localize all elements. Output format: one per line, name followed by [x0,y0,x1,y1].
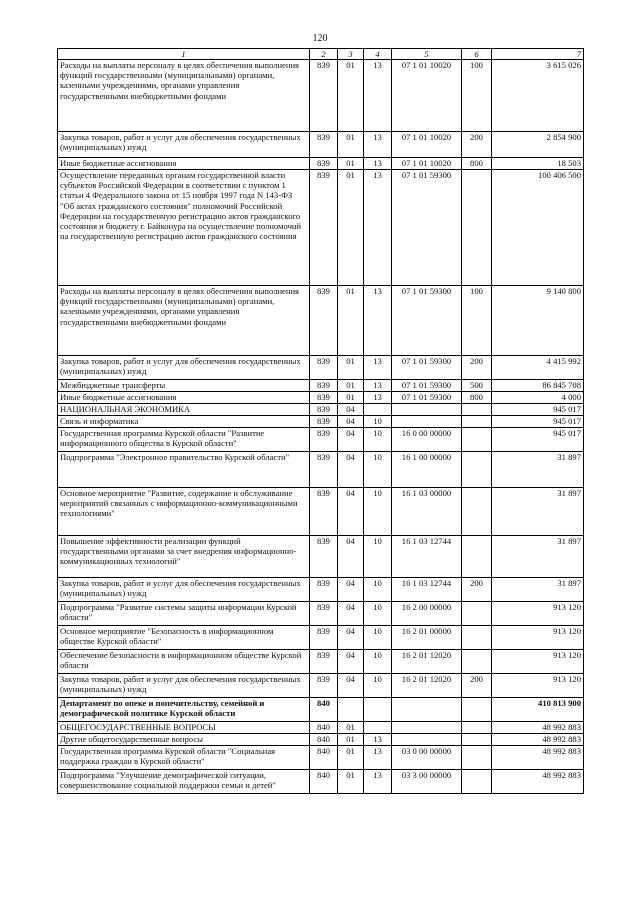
row-code-cell: 03 3 00 00000 [392,770,462,794]
row-name-cell: Иные бюджетные ассигнования [58,392,310,404]
row-name-cell: Обеспечение безопасности в информационном обществе Курской области [58,650,310,674]
row-name-cell: Закупка товаров, работ и услуг для обеспечения государственных (муниципальных) нужд [58,674,310,698]
row-code-cell [462,722,492,734]
row-name-cell: Основное мероприятие "Развитие, содержание и обслуживание мероприятий связанных с информационно-коммуникационными технологиями" [58,488,310,536]
row-code-cell: 840 [310,746,338,770]
row-code-cell: 839 [310,158,338,170]
row-code-cell: 840 [310,770,338,794]
row-code-cell: 01 [338,286,364,356]
row-code-cell: 839 [310,578,338,602]
row-code-cell: 839 [310,170,338,286]
row-code-cell: 840 [310,722,338,734]
row-code-cell: 48 992 883 [492,734,584,746]
table-row [58,626,584,650]
row-name-cell: Подпрограмма "Электронное правительство Курской области" [58,452,310,488]
row-code-cell: 48 992 883 [492,722,584,734]
row-name-cell: Расходы на выплаты персоналу в целях обеспечения выполнения функций государственными (муниципальными) органами, казенными учреждениями, органами управления государственными внебюджетными фондами [58,286,310,356]
table-row [58,722,584,734]
table-row [58,416,584,428]
row-code-cell [392,416,462,428]
row-name-cell: Государственная программа Курской области "Социальная поддержка граждан в Курской области" [58,746,310,770]
row-code-cell: 839 [310,428,338,452]
row-code-cell: 04 [338,488,364,536]
row-name-cell: ОБЩЕГОСУДАРСТВЕННЫЕ ВОПРОСЫ [58,722,310,734]
table-row [58,356,584,380]
table-row [58,746,584,770]
row-code-cell: 07 1 01 59300 [392,356,462,380]
header-cell: 6 [462,49,492,60]
row-code-cell: 01 [338,722,364,734]
row-code-cell [364,404,392,416]
row-code-cell: 9 140 800 [492,286,584,356]
table-row [58,404,584,416]
row-code-cell: 01 [338,132,364,158]
row-code-cell: 839 [310,674,338,698]
row-code-cell: 10 [364,452,392,488]
table-row [58,286,584,356]
row-code-cell: 839 [310,286,338,356]
row-code-cell: 04 [338,674,364,698]
row-code-cell: 03 0 00 00000 [392,746,462,770]
row-code-cell: 04 [338,650,364,674]
row-code-cell: 04 [338,428,364,452]
row-code-cell [462,626,492,650]
row-code-cell: 839 [310,60,338,132]
row-code-cell: 839 [310,452,338,488]
row-code-cell: 01 [338,746,364,770]
row-code-cell: 13 [364,356,392,380]
row-name-cell: Подпрограмма "Развитие системы защиты информации Курской области" [58,602,310,626]
table-row [58,380,584,392]
row-code-cell: 4 415 992 [492,356,584,380]
row-code-cell [338,698,364,722]
row-code-cell: 100 [462,60,492,132]
row-code-cell: 500 [462,380,492,392]
row-code-cell [462,404,492,416]
row-code-cell: 04 [338,536,364,578]
row-code-cell: 16 0 00 00000 [392,428,462,452]
row-code-cell [392,698,462,722]
row-code-cell: 913 120 [492,650,584,674]
row-code-cell: 31 897 [492,452,584,488]
row-code-cell: 839 [310,488,338,536]
row-name-cell: Государственная программа Курской области "Развитие информационного общества в Курской области" [58,428,310,452]
row-code-cell: 10 [364,416,392,428]
row-code-cell [462,536,492,578]
table-row [58,650,584,674]
row-code-cell: 13 [364,380,392,392]
row-code-cell: 913 120 [492,602,584,626]
row-code-cell: 839 [310,602,338,626]
row-code-cell: 01 [338,356,364,380]
table-row [58,428,584,452]
row-code-cell: 01 [338,770,364,794]
row-name-cell: Основное мероприятие "Безопасность в информационном обществе Курской области" [58,626,310,650]
row-code-cell: 13 [364,746,392,770]
row-code-cell [392,734,462,746]
row-code-cell [462,698,492,722]
row-code-cell: 18 503 [492,158,584,170]
table-row [58,60,584,132]
table-row [58,578,584,602]
header-cell: 5 [392,49,462,60]
row-code-cell [462,602,492,626]
row-code-cell: 945 017 [492,428,584,452]
row-code-cell [462,734,492,746]
row-code-cell: 913 120 [492,626,584,650]
row-code-cell: 48 992 883 [492,770,584,794]
row-code-cell: 200 [462,674,492,698]
row-code-cell: 100 [462,286,492,356]
row-code-cell: 16 1 03 12744 [392,536,462,578]
row-code-cell: 01 [338,380,364,392]
row-code-cell: 13 [364,60,392,132]
row-code-cell: 13 [364,132,392,158]
table-row [58,770,584,794]
row-code-cell: 16 2 01 12020 [392,650,462,674]
row-name-cell: Департамент по опеке и попечительству, семейной и демографической политике Курской области [58,698,310,722]
row-name-cell: Закупка товаров, работ и услуг для обеспечения государственных (муниципальных) нужд [58,578,310,602]
header-cell: 7 [492,49,584,60]
row-code-cell: 04 [338,404,364,416]
row-code-cell: 16 2 01 00000 [392,626,462,650]
row-code-cell: 10 [364,578,392,602]
table-row [58,674,584,698]
row-name-cell: Закупка товаров, работ и услуг для обеспечения государственных (муниципальных) нужд [58,356,310,380]
row-code-cell: 2 854 900 [492,132,584,158]
budget-table [57,48,584,794]
table-row [58,698,584,722]
row-code-cell: 01 [338,60,364,132]
row-name-cell: Расходы на выплаты персоналу в целях обеспечения выполнения функций государственными (муниципальными) органами, казенными учреждениями, органами управления государственными внебюджетными фондами [58,60,310,132]
row-code-cell: 800 [462,158,492,170]
row-code-cell: 945 017 [492,404,584,416]
row-code-cell: 13 [364,286,392,356]
row-code-cell: 04 [338,602,364,626]
row-code-cell: 839 [310,626,338,650]
header-row [58,49,584,60]
page-number: 120 [312,33,328,44]
row-code-cell: 839 [310,416,338,428]
row-code-cell: 839 [310,380,338,392]
row-code-cell: 13 [364,770,392,794]
row-code-cell: 4 000 [492,392,584,404]
row-name-cell: Иные бюджетные ассигнования [58,158,310,170]
row-code-cell: 07 1 01 10020 [392,132,462,158]
row-code-cell: 200 [462,578,492,602]
row-code-cell: 410 813 900 [492,698,584,722]
row-code-cell [462,416,492,428]
row-code-cell [462,170,492,286]
row-code-cell [364,722,392,734]
row-code-cell [462,770,492,794]
row-code-cell: 10 [364,602,392,626]
row-code-cell: 13 [364,158,392,170]
table-row [58,158,584,170]
table-row [58,132,584,158]
row-code-cell [462,488,492,536]
row-code-cell: 01 [338,170,364,286]
row-code-cell [392,722,462,734]
row-code-cell: 839 [310,650,338,674]
row-code-cell: 10 [364,626,392,650]
row-code-cell: 16 1 03 12744 [392,578,462,602]
table-row [58,170,584,286]
row-name-cell: Подпрограмма "Улучшение демографической ситуации, совершенствование социальной поддержки семьи и детей" [58,770,310,794]
row-code-cell: 16 1 00 00000 [392,452,462,488]
row-code-cell [462,452,492,488]
row-code-cell: 01 [338,158,364,170]
row-code-cell: 07 1 01 10020 [392,158,462,170]
row-code-cell [392,404,462,416]
row-code-cell: 07 1 01 59300 [392,380,462,392]
row-code-cell: 16 1 03 00000 [392,488,462,536]
row-name-cell: Другие общегосударственные вопросы [58,734,310,746]
row-code-cell: 01 [338,734,364,746]
row-code-cell: 07 1 01 10020 [392,60,462,132]
row-code-cell: 13 [364,392,392,404]
row-code-cell: 31 897 [492,578,584,602]
row-code-cell [462,428,492,452]
row-code-cell: 10 [364,488,392,536]
row-name-cell: Закупка товаров, работ и услуг для обеспечения государственных (муниципальных) нужд [58,132,310,158]
table-row [58,452,584,488]
table-row [58,392,584,404]
row-code-cell: 10 [364,536,392,578]
row-code-cell: 04 [338,416,364,428]
row-code-cell: 31 897 [492,536,584,578]
row-code-cell: 3 615 026 [492,60,584,132]
table-row [58,488,584,536]
row-code-cell [462,746,492,770]
row-code-cell: 10 [364,650,392,674]
row-code-cell: 07 1 01 59300 [392,392,462,404]
row-code-cell: 839 [310,132,338,158]
header-cell: 3 [338,49,364,60]
row-code-cell: 48 992 883 [492,746,584,770]
row-code-cell: 31 897 [492,488,584,536]
row-code-cell: 13 [364,734,392,746]
row-code-cell: 839 [310,536,338,578]
row-code-cell: 800 [462,392,492,404]
row-code-cell: 10 [364,674,392,698]
row-code-cell [462,650,492,674]
header-cell: 1 [58,49,310,60]
row-code-cell: 200 [462,356,492,380]
row-code-cell: 07 1 01 59300 [392,170,462,286]
table-row [58,536,584,578]
row-name-cell: Повышение эффективности реализации функций государственными органами за счет внедрения информационно-коммуникационных технологий" [58,536,310,578]
row-code-cell: 945 017 [492,416,584,428]
row-code-cell: 913 120 [492,674,584,698]
row-code-cell: 839 [310,356,338,380]
row-code-cell: 04 [338,452,364,488]
row-code-cell: 840 [310,734,338,746]
row-code-cell: 13 [364,170,392,286]
row-code-cell: 10 [364,428,392,452]
row-name-cell: Связь и информатика [58,416,310,428]
row-code-cell: 01 [338,392,364,404]
row-code-cell: 04 [338,626,364,650]
row-name-cell: НАЦИОНАЛЬНАЯ ЭКОНОМИКА [58,404,310,416]
row-name-cell: Осуществление переданных органам государственной власти субъектов Российской Федерации в соответствии с пунктом 1 статьи 4 Федерального закона от 15 ноября 1997 года N 143-ФЗ "Об актах гражданского состояния" полномочий Российской Федерации на государственную регистрацию актов гражданского состояния и бюджету г. Байконура на осуществление полномочий на государственную регистрацию актов гражданского состояния [58,170,310,286]
header-cell: 2 [310,49,338,60]
row-code-cell: 04 [338,578,364,602]
row-code-cell: 07 1 01 59300 [392,286,462,356]
row-code-cell: 16 2 01 12020 [392,674,462,698]
row-code-cell: 839 [310,392,338,404]
row-name-cell: Межбюджетные трансферты [58,380,310,392]
table-row [58,602,584,626]
row-code-cell: 840 [310,698,338,722]
row-code-cell: 200 [462,132,492,158]
row-code-cell [364,698,392,722]
header-cell: 4 [364,49,392,60]
row-code-cell: 839 [310,404,338,416]
row-code-cell: 16 2 00 00000 [392,602,462,626]
row-code-cell: 86 845 708 [492,380,584,392]
row-code-cell: 100 406 500 [492,170,584,286]
table-row [58,734,584,746]
